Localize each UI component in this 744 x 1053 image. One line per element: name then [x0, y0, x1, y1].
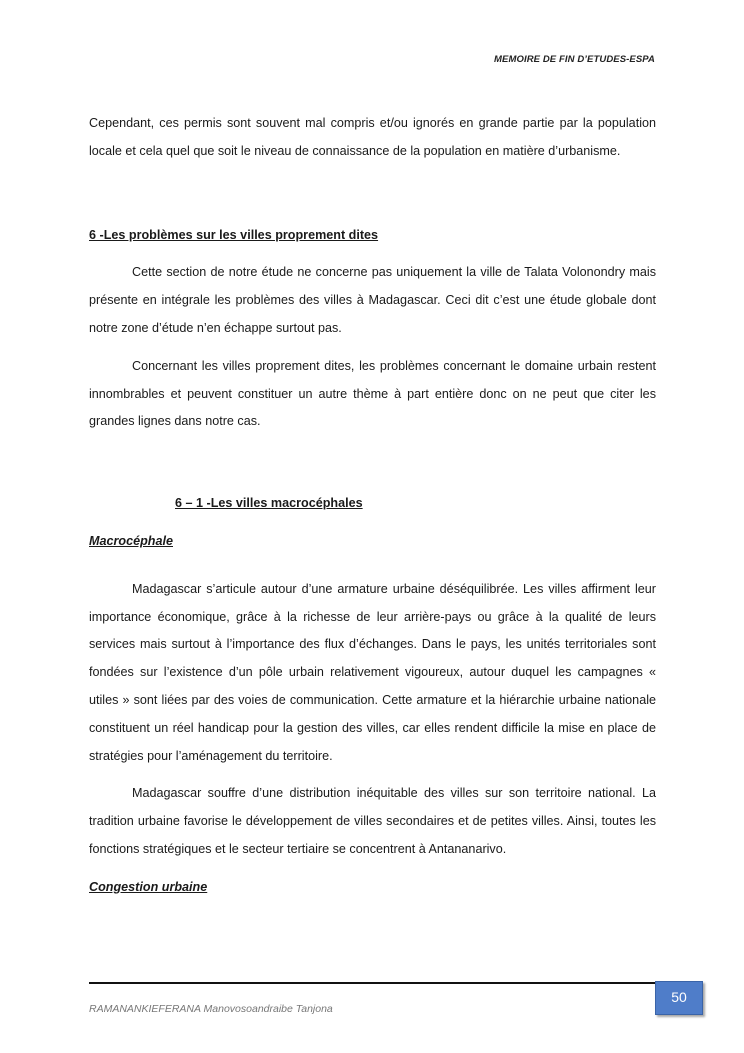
macrocephale-subheading: Macrocéphale: [89, 533, 173, 548]
running-header: MEMOIRE DE FIN D’ETUDES-ESPA: [494, 54, 655, 65]
body-text: [89, 110, 656, 912]
macrocephale-paragraph-1: Madagascar s’articule autour d’une armature urbaine déséquilibrée. Les villes affirment leur importance économique, grâce à la richesse de leur arrière-pays ou grâce à la qualité de leurs services mais surtout à l’importance des flux d’échanges. Dans le pays, les unités territoriales sont fondées sur l’existence d’un pôle urbain relativement vigoureux, autour duquel les campagnes « utiles » sont liées par des voies de communication. Cette armature et la hiérarchie urbaine nationale constituent un réel handicap pour la gestion des villes, car elles rendent difficile la mise en place de stratégies pour l’aménagement du territoire.: [89, 581, 656, 763]
section-6-paragraph-2: Concernant les villes proprement dites, les problèmes concernant le domaine urbain restent innombrables et peuvent constituer un autre thème à part entière donc on ne peut que citer les grandes lignes dans notre cas.: [89, 358, 656, 429]
page-number-badge: 50: [655, 981, 703, 1015]
intro-paragraph: Cependant, ces permis sont souvent mal compris et/ou ignorés en grande partie par la population locale et cela quel que soit le niveau de connaissance de la population en matière d’urbanisme.: [89, 116, 656, 158]
congestion-subheading: Congestion urbaine: [89, 879, 208, 894]
macrocephale-paragraph-2: Madagascar souffre d’une distribution inéquitable des villes sur son territoire national. La tradition urbaine favorise le développement de villes secondaires et de petites villes. Ainsi, toutes les fonctions stratégiques et le secteur tertiaire se concentrent à Antananarivo.: [89, 786, 656, 856]
spacer: [89, 566, 656, 576]
footer-divider: [89, 982, 674, 984]
section-6-paragraph-1: Cette section de notre étude ne concerne pas uniquement la ville de Talata Volonondry mais présente en intégrale les problèmes des villes à Madagascar. Ceci dit c’est une étude globale dont notre zone d’étude n’en échappe surtout pas.: [89, 265, 656, 335]
footer-author: RAMANANKIEFERANA Manovosoandraibe Tanjona: [89, 1003, 333, 1015]
spacer: [89, 176, 656, 222]
section-6-1-heading: 6 – 1 -Les villes macrocéphales: [175, 496, 363, 511]
section-6-heading: 6 -Les problèmes sur les villes proprement dites: [89, 227, 379, 242]
spacer: [89, 446, 656, 490]
